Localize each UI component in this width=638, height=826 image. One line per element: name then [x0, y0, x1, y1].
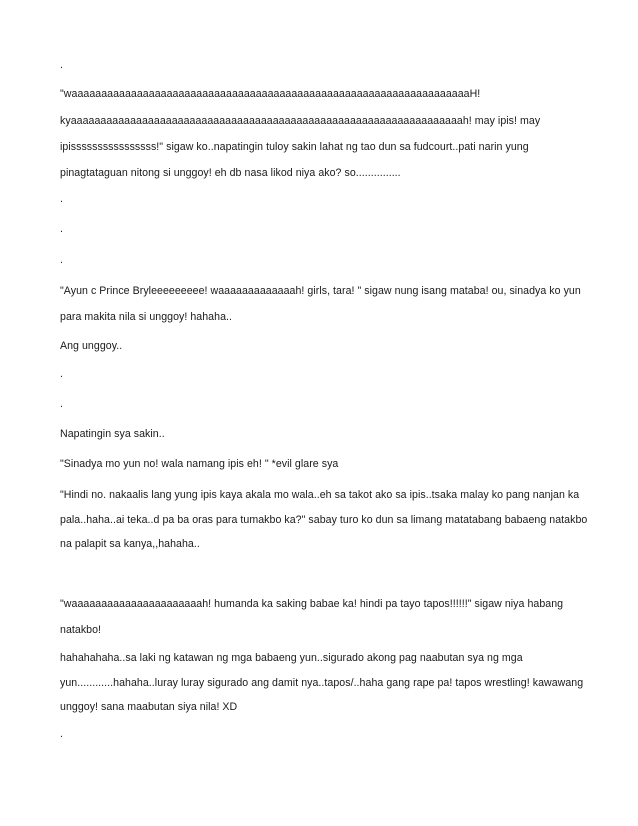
text-line: pala..haha..ai teka..d pa ba oras para tumakbo ka?" sabay turo ko dun sa limang matatabang babaeng natakbo — [60, 514, 588, 526]
text-line: Ang unggoy.. — [60, 340, 123, 352]
text-line: "Ayun c Prince Bryleeeeeeeee! waaaaaaaaaaaaah! girls, tara! " sigaw nung isang mataba! ou, sinadya ko yun — [60, 285, 581, 297]
text-line: . — [60, 398, 63, 410]
text-line: . — [60, 368, 63, 380]
text-line: pinagtataguan nitong si unggoy! eh db nasa likod niya ako? so............... — [60, 167, 401, 179]
text-line: ipissssssssssssssss!" sigaw ko..napatingin tuloy sakin lahat ng tao dun sa fudcourt..pati narin yung — [60, 141, 529, 153]
text-line: na palapit sa kanya,,hahaha.. — [60, 538, 200, 550]
text-line: natakbo! — [60, 624, 102, 636]
text-line: kyaaaaaaaaaaaaaaaaaaaaaaaaaaaaaaaaaaaaaaaaaaaaaaaaaaaaaaaaaaaaaaaaaah! may ipis! may — [60, 115, 541, 127]
text-line: "Hindi no. nakaalis lang yung ipis kaya akala mo wala..eh sa takot ako sa ipis..tsaka malay ko pang nanjan ka — [60, 489, 580, 501]
text-line: yun............hahaha..luray luray sigurado ang damit nya..tapos/..haha gang rape pa! tapos wrestling! kawawang — [60, 677, 584, 689]
text-line: . — [60, 59, 63, 71]
text-line: . — [60, 193, 63, 205]
text-line: . — [60, 254, 63, 266]
text-line: Napatingin sya sakin.. — [60, 428, 165, 440]
text-line: para makita nila si unggoy! hahaha.. — [60, 311, 232, 323]
text-line: "waaaaaaaaaaaaaaaaaaaaaaaaaaaaaaaaaaaaaaaaaaaaaaaaaaaaaaaaaaaaaaaaaaaH! — [60, 88, 481, 100]
text-line: "waaaaaaaaaaaaaaaaaaaaaah! humanda ka saking babae ka! hindi pa tayo tapos!!!!!!" sigaw niya habang — [60, 598, 564, 610]
text-line: . — [60, 223, 63, 235]
text-line: . — [60, 728, 63, 740]
text-line: "Sinadya mo yun no! wala namang ipis eh! " *evil glare sya — [60, 458, 339, 470]
text-line: hahahahaha..sa laki ng katawan ng mga babaeng yun..sigurado akong pag naabutan sya ng mga — [60, 652, 523, 664]
text-line: unggoy! sana maabutan siya nila! XD — [60, 701, 238, 713]
